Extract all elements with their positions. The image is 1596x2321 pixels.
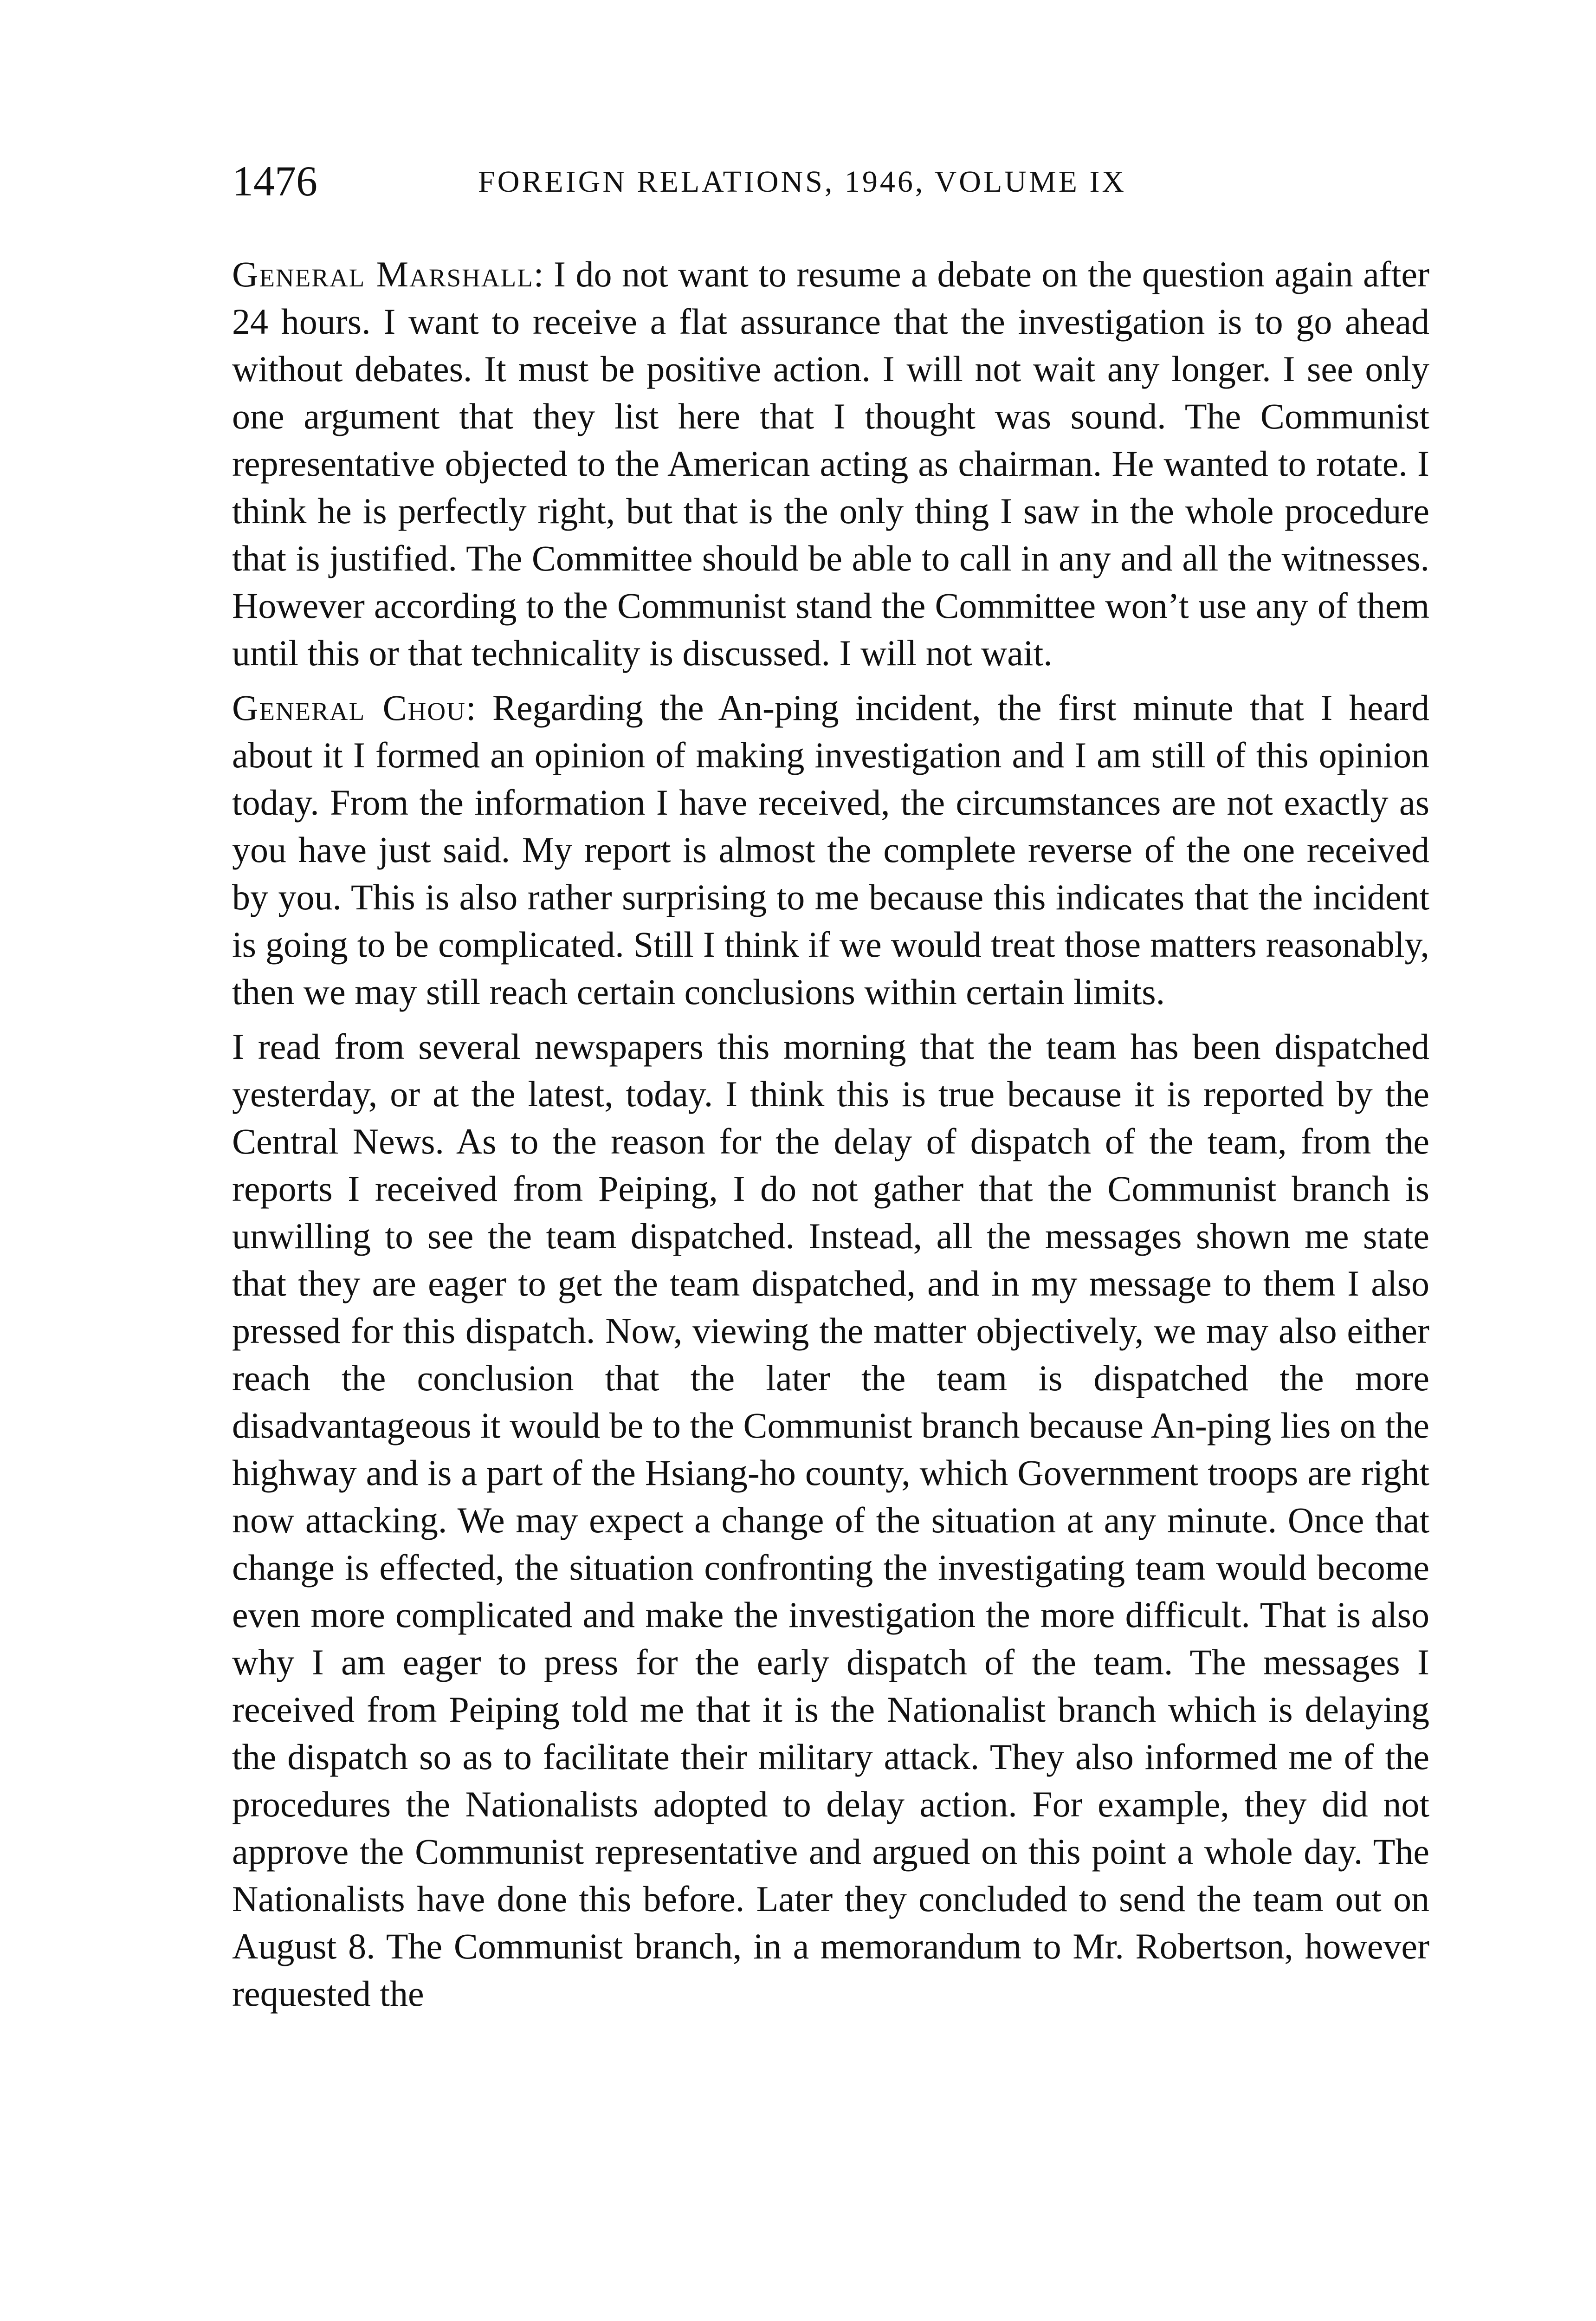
speaker-name: General Marshall xyxy=(232,254,534,294)
document-page xyxy=(232,153,1429,2025)
paragraph-text: I do not want to resume a debate on the question again after 24 hours. I want to receive a flat assurance that the investigation is to go ahead without debates. It must be positive action. I will not wait any longer. I see only one argument that they list here that I thought was sound. The Communist representative objected to the American acting as chairman. He wanted to rotate. I think he is perfectly right, but that is the only thing I saw in the whole procedure that is justified. The Committee should be able to call in any and all the witnesses. However according to the Communist stand the Committee won’t use any of them until this or that technicality is discussed. I will not wait. xyxy=(232,254,1429,673)
paragraph-chou: General Chou: Regarding the An-ping incident, the first minute that I heard about it I formed an opinion of making investigation and I am still of this opinion today. From the information I have received, the circumstances are not exactly as you have just said. My report is almost the complete reverse of the one received by you. This is also rather surprising to me because this indicates that the incident is going to be complicated. Still I think if we would treat those matters reasonably, then we may still reach certain conclusions within certain limits. xyxy=(232,687,1429,1012)
page-number: 1476 xyxy=(232,157,317,205)
paragraph-text: Regarding the An-ping incident, the first minute that I heard about it I formed an opinion of making investigation and I am still of this opinion today. From the information I have received, the circumstances are not exactly as you have just said. My report is almost the complete reverse of the one received by you. This is also rather surprising to me because this indicates that the incident is going to be complicated. Still I think if we would treat those matters reasonably, then we may still reach certain conclusions within certain limits. xyxy=(232,687,1429,1012)
paragraph-text: I read from several newspapers this morning that the team has been dispatched yesterday, or at the latest, today. I think this is true because it is reported by the Central News. As to the reason for the delay of dispatch of the team, from the reports I received from Peiping, I do not gather that the Communist branch is unwilling to see the team dispatched. Instead, all the messages shown me state that they are eager to get the team dispatched, and in my message to them I also pressed for this dispatch. Now, viewing the matter objectively, we may also either reach the conclusion that the later the team is dispatched the more disadvantageous it would be to the Communist branch because An-ping lies on the highway and is a part of the Hsiang-ho county, which Government troops are right now attacking. We may expect a change of the situation at any minute. Once that change is effected, the situation confronting the investigating team would become even more complicated and make the investigation the more difficult. That is also why I am eager to press for the early dispatch of the team. The messages I received from Peiping told me that it is the Nationalist branch which is delaying the dispatch so as to facilitate their military attack. They also informed me of the procedures the Nationalists adopted to delay action. For example, they did not approve the Communist representative and argued on this point a whole day. The Nationalists have done this before. Later they concluded to send the team out on August 8. The Communist branch, in a memorandum to Mr. Robertson, however requested the xyxy=(232,1026,1429,2014)
paragraph-marshall: General Marshall: I do not want to resume a debate on the question again after 24 hours. I want to receive a flat assurance that the investigation is to go ahead without debates. It must be positive action. I will not wait any longer. I see only one argument that they list here that I thought was sound. The Communist representative objected to the American acting as chairman. He wanted to rotate. I think he is perfectly right, but that is the only thing I saw in the whole procedure that is justified. The Committee should be able to call in any and all the witnesses. However according to the Communist stand the Committee won’t use any of them until this or that technicality is discussed. I will not wait. xyxy=(232,254,1429,673)
speaker-name: General Chou xyxy=(232,687,466,728)
running-head xyxy=(232,153,1429,218)
header-title: FOREIGN RELATIONS, 1946, VOLUME IX xyxy=(478,165,1127,199)
paragraph-continuation xyxy=(232,1023,1429,2017)
body-text xyxy=(232,251,1429,2017)
